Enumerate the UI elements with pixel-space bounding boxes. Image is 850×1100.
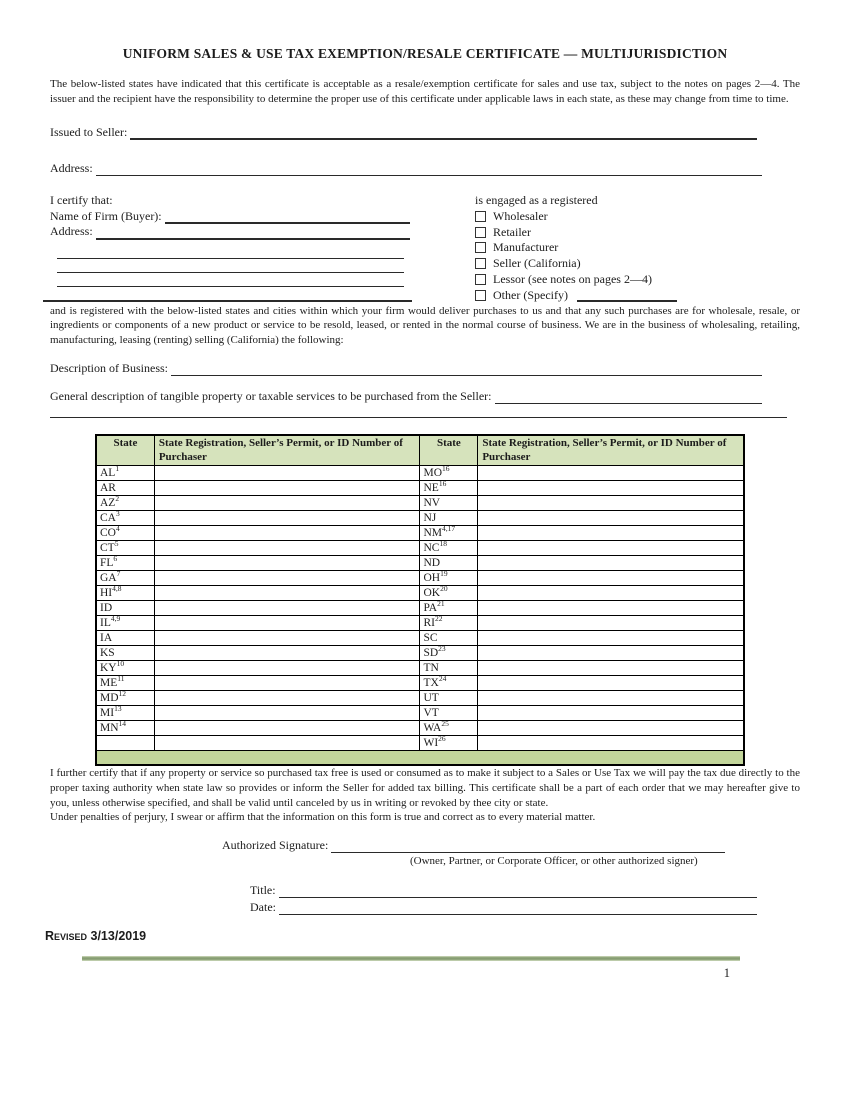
state-column-header: State (96, 435, 154, 466)
table-row (96, 661, 744, 676)
registration-number-input[interactable] (478, 646, 744, 661)
seller-address-row (50, 161, 800, 176)
issued-to-seller-row (50, 125, 800, 140)
table-header-row (96, 435, 744, 466)
state-cell: KS (96, 646, 154, 661)
state-cell: $CA^3$ (96, 511, 154, 526)
table-row (96, 616, 744, 631)
state-cell: UT (420, 691, 478, 706)
table-row (96, 511, 744, 526)
state-cell: MO$^{16}$ (420, 466, 478, 481)
general-description-row (50, 389, 800, 404)
buyer-address-line-3[interactable] (57, 259, 404, 273)
registration-number-input[interactable] (478, 511, 744, 526)
registration-number-input[interactable] (154, 511, 420, 526)
state-cell: VT (420, 706, 478, 721)
state-cell: KY$^{10}$ (96, 661, 154, 676)
state-cell: MN$^{14}$ (96, 721, 154, 736)
table-row (96, 541, 744, 556)
registration-number-input[interactable] (478, 466, 744, 481)
table-row (96, 496, 744, 511)
title-row (250, 883, 800, 898)
state-cell: NC$^{18}$ (420, 541, 478, 556)
state-cell: WI$^{26}$ (420, 736, 478, 751)
registration-number-input[interactable] (154, 646, 420, 661)
registration-number-input[interactable] (478, 541, 744, 556)
retailer-option (475, 224, 800, 240)
registration-number-input[interactable] (154, 466, 420, 481)
registration-number-input[interactable] (154, 706, 420, 721)
authorized-signature-row (222, 838, 800, 853)
description-of-business-row (50, 361, 800, 376)
firm-name-label: Name of Firm (Buyer): (50, 208, 162, 223)
manufacturer-label: Manufacturer (493, 240, 559, 255)
registration-number-input[interactable] (478, 586, 744, 601)
revised-date: Revised 3/13/2019 (45, 928, 147, 943)
state-cell: TX$^{24}$ (420, 676, 478, 691)
registration-number-input[interactable] (478, 721, 744, 736)
further-certify-paragraph: I further certify that if any property or service so purchased tax free is used or consumed as to make it subject to a Sales or Use Tax we will pay the tax due directly to the proper taxing authority when state law so provides or inform the Seller for added tax billing. This certificate shall be a part of each order that we may hereafter give to you, unless otherwise specified, and shall be valid until canceled by us in writing or revoked by thee city or state. (50, 767, 800, 809)
buyer-section (50, 193, 800, 303)
registration-paragraph: and is registered with the below-listed states and cities within which your firm would deliver purchases to us and that any such purchases are for wholesale, resale, or ingredients or components of a new product or service to be resold, leased, or rented in the normal course of business. We are in the business of wholesaling, retailing, manufacturing, leasing (renting) selling (California) the following: (50, 304, 800, 346)
certify-label: I certify that: (50, 193, 113, 208)
wholesaler-option (475, 208, 800, 224)
state-cell: IL$^{4,9}$ (96, 616, 154, 631)
registration-number-input[interactable] (478, 706, 744, 721)
description-of-business-input[interactable] (171, 362, 762, 376)
table-row (96, 526, 744, 541)
state-cell: ND (420, 556, 478, 571)
state-cell: IA (96, 631, 154, 646)
other-label: Other (Specify) (493, 288, 568, 303)
state-cell: $GA^7$ (96, 571, 154, 586)
state-cell: NV (420, 496, 478, 511)
state-cell (96, 736, 154, 751)
seller-address-label: Address: (50, 161, 93, 176)
engaged-as-label: is engaged as a registered (475, 193, 598, 208)
manufacturer-checkbox[interactable] (475, 242, 486, 253)
registration-number-input[interactable] (478, 601, 744, 616)
registration-column-header: State Registration, Seller’s Permit, or ID Number of Purchaser (154, 435, 420, 466)
table-row (96, 676, 744, 691)
lessor-option (475, 272, 800, 288)
wholesaler-label: Wholesaler (493, 208, 548, 223)
state-cell: SD$^{23}$ (420, 646, 478, 661)
registration-number-input[interactable] (154, 736, 420, 751)
state-cell: $AZ^2$ (96, 496, 154, 511)
issued-to-seller-label: Issued to Seller: (50, 125, 128, 140)
state-cell: NE$^{16}$ (420, 481, 478, 496)
state-cell: $CT^5$ (96, 541, 154, 556)
state-cell: OH$^{19}$ (420, 571, 478, 586)
manufacturer-option (475, 240, 800, 256)
table-row (96, 736, 744, 751)
state-cell: TN (420, 661, 478, 676)
registration-number-input[interactable] (478, 631, 744, 646)
registration-number-input[interactable] (478, 556, 744, 571)
state-cell: MD$^{12}$ (96, 691, 154, 706)
firm-name-input[interactable] (165, 209, 410, 224)
page-number: 1 (723, 965, 730, 980)
other-checkbox[interactable] (475, 290, 486, 301)
state-cell: $AL^1$ (96, 466, 154, 481)
general-description-input[interactable] (495, 390, 762, 404)
page-title: UNIFORM SALES & USE TAX EXEMPTION/RESALE CERTIFICATE — MULTIJURISDICTION (122, 46, 728, 61)
state-cell: PA$^{21}$ (420, 601, 478, 616)
state-cell: NJ (420, 511, 478, 526)
table-row (96, 691, 744, 706)
seller-california-label: Seller (California) (493, 256, 581, 271)
buyer-address-row (50, 224, 418, 240)
registration-number-input[interactable] (154, 496, 420, 511)
state-cell: WA$^{25}$ (420, 721, 478, 736)
registration-number-input[interactable] (154, 721, 420, 736)
buyer-address-line-4[interactable] (57, 273, 404, 287)
issued-to-seller-input[interactable] (130, 125, 757, 140)
registration-number-input[interactable] (154, 481, 420, 496)
authorized-signature-label: Authorized Signature: (222, 837, 329, 852)
lessor-label: Lessor (see notes on pages 2—4) (493, 272, 652, 287)
registered-as-column (475, 193, 800, 303)
registration-number-input[interactable] (478, 571, 744, 586)
registration-number-input[interactable] (478, 676, 744, 691)
date-row (250, 900, 800, 915)
table-row (96, 631, 744, 646)
table-row (96, 571, 744, 586)
buyer-address-label: Address: (50, 224, 93, 239)
registration-number-input[interactable] (154, 526, 420, 541)
registration-number-input[interactable] (478, 481, 744, 496)
intro-paragraph: The below-listed states have indicated that this certificate is acceptable as a resale/exemption certificate for sales and use tax, subject to the notes on pages 2—4. The issuer and the recipient have the responsibility to determine the proper use of this certificate under applicable laws in each state, as these may change from time to time. (50, 78, 800, 105)
table-footer-green-bar (96, 751, 744, 766)
title-input[interactable] (279, 884, 757, 898)
registration-number-input[interactable] (478, 736, 744, 751)
registration-number-input[interactable] (154, 541, 420, 556)
table-row (96, 481, 744, 496)
registration-number-input[interactable] (154, 691, 420, 706)
signer-note: (Owner, Partner, or Corporate Officer, or other authorized signer) (410, 854, 698, 867)
registration-number-input[interactable] (478, 661, 744, 676)
state-cell: HI$^{4,8}$ (96, 586, 154, 601)
state-cell: OK$^{20}$ (420, 586, 478, 601)
registration-number-input[interactable] (154, 661, 420, 676)
buyer-address-line-5[interactable] (43, 287, 412, 302)
state-cell: SC (420, 631, 478, 646)
table-row (96, 586, 744, 601)
registration-number-input[interactable] (478, 526, 744, 541)
table-row (96, 646, 744, 661)
table-row (96, 466, 744, 481)
wholesaler-checkbox[interactable] (475, 211, 486, 222)
state-cell: RI$^{22}$ (420, 616, 478, 631)
other-option (475, 288, 800, 304)
other-specify-input[interactable] (577, 290, 677, 302)
state-cell: MI$^{13}$ (96, 706, 154, 721)
state-cell: $FL^6$ (96, 556, 154, 571)
buyer-address-line-2[interactable] (57, 245, 404, 259)
table-row (96, 706, 744, 721)
registration-number-input[interactable] (154, 556, 420, 571)
buyer-address-input[interactable] (96, 225, 410, 240)
registration-column-header: State Registration, Seller’s Permit, or ID Number of Purchaser (478, 435, 744, 466)
state-cell: ID (96, 601, 154, 616)
table-row (96, 556, 744, 571)
registration-number-input[interactable] (478, 496, 744, 511)
general-description-label: General description of tangible property or taxable services to be purchased from the Seller: (50, 389, 492, 404)
seller-california-checkbox[interactable] (475, 258, 486, 269)
date-label: Date: (250, 899, 276, 914)
buyer-identity-column (50, 193, 418, 303)
state-cell: AR (96, 481, 154, 496)
table-footer-row (96, 751, 744, 766)
state-column-header: State (420, 435, 478, 466)
state-cell: $CO^4$ (96, 526, 154, 541)
seller-california-option (475, 256, 800, 272)
registration-number-input[interactable] (154, 586, 420, 601)
states-table-body (96, 463, 744, 751)
table-row (96, 721, 744, 736)
registration-number-input[interactable] (478, 691, 744, 706)
state-cell: ME$^{11}$ (96, 676, 154, 691)
title-label: Title: (250, 882, 276, 897)
state-cell: NM$^{4,17}$ (420, 526, 478, 541)
lessor-checkbox[interactable] (475, 274, 486, 285)
firm-name-row (50, 209, 418, 225)
table-row (96, 601, 744, 616)
date-input[interactable] (279, 901, 757, 915)
registration-number-input[interactable] (478, 616, 744, 631)
registration-number-input[interactable] (154, 616, 420, 631)
description-of-business-label: Description of Business: (50, 361, 168, 376)
retailer-label: Retailer (493, 224, 531, 239)
registration-number-input[interactable] (154, 676, 420, 691)
footer-divider (82, 956, 740, 961)
retailer-checkbox[interactable] (475, 227, 486, 238)
authorized-signature-input[interactable] (331, 839, 725, 853)
registration-number-input[interactable] (154, 601, 420, 616)
perjury-paragraph: Under penalties of perjury, I swear or affirm that the information on this form is true and correct as to every material matter. (50, 811, 596, 824)
seller-address-input[interactable] (96, 162, 762, 176)
states-registration-table (95, 434, 745, 766)
registration-number-input[interactable] (154, 631, 420, 646)
registration-number-input[interactable] (154, 571, 420, 586)
general-description-continuation-line[interactable] (50, 417, 787, 418)
